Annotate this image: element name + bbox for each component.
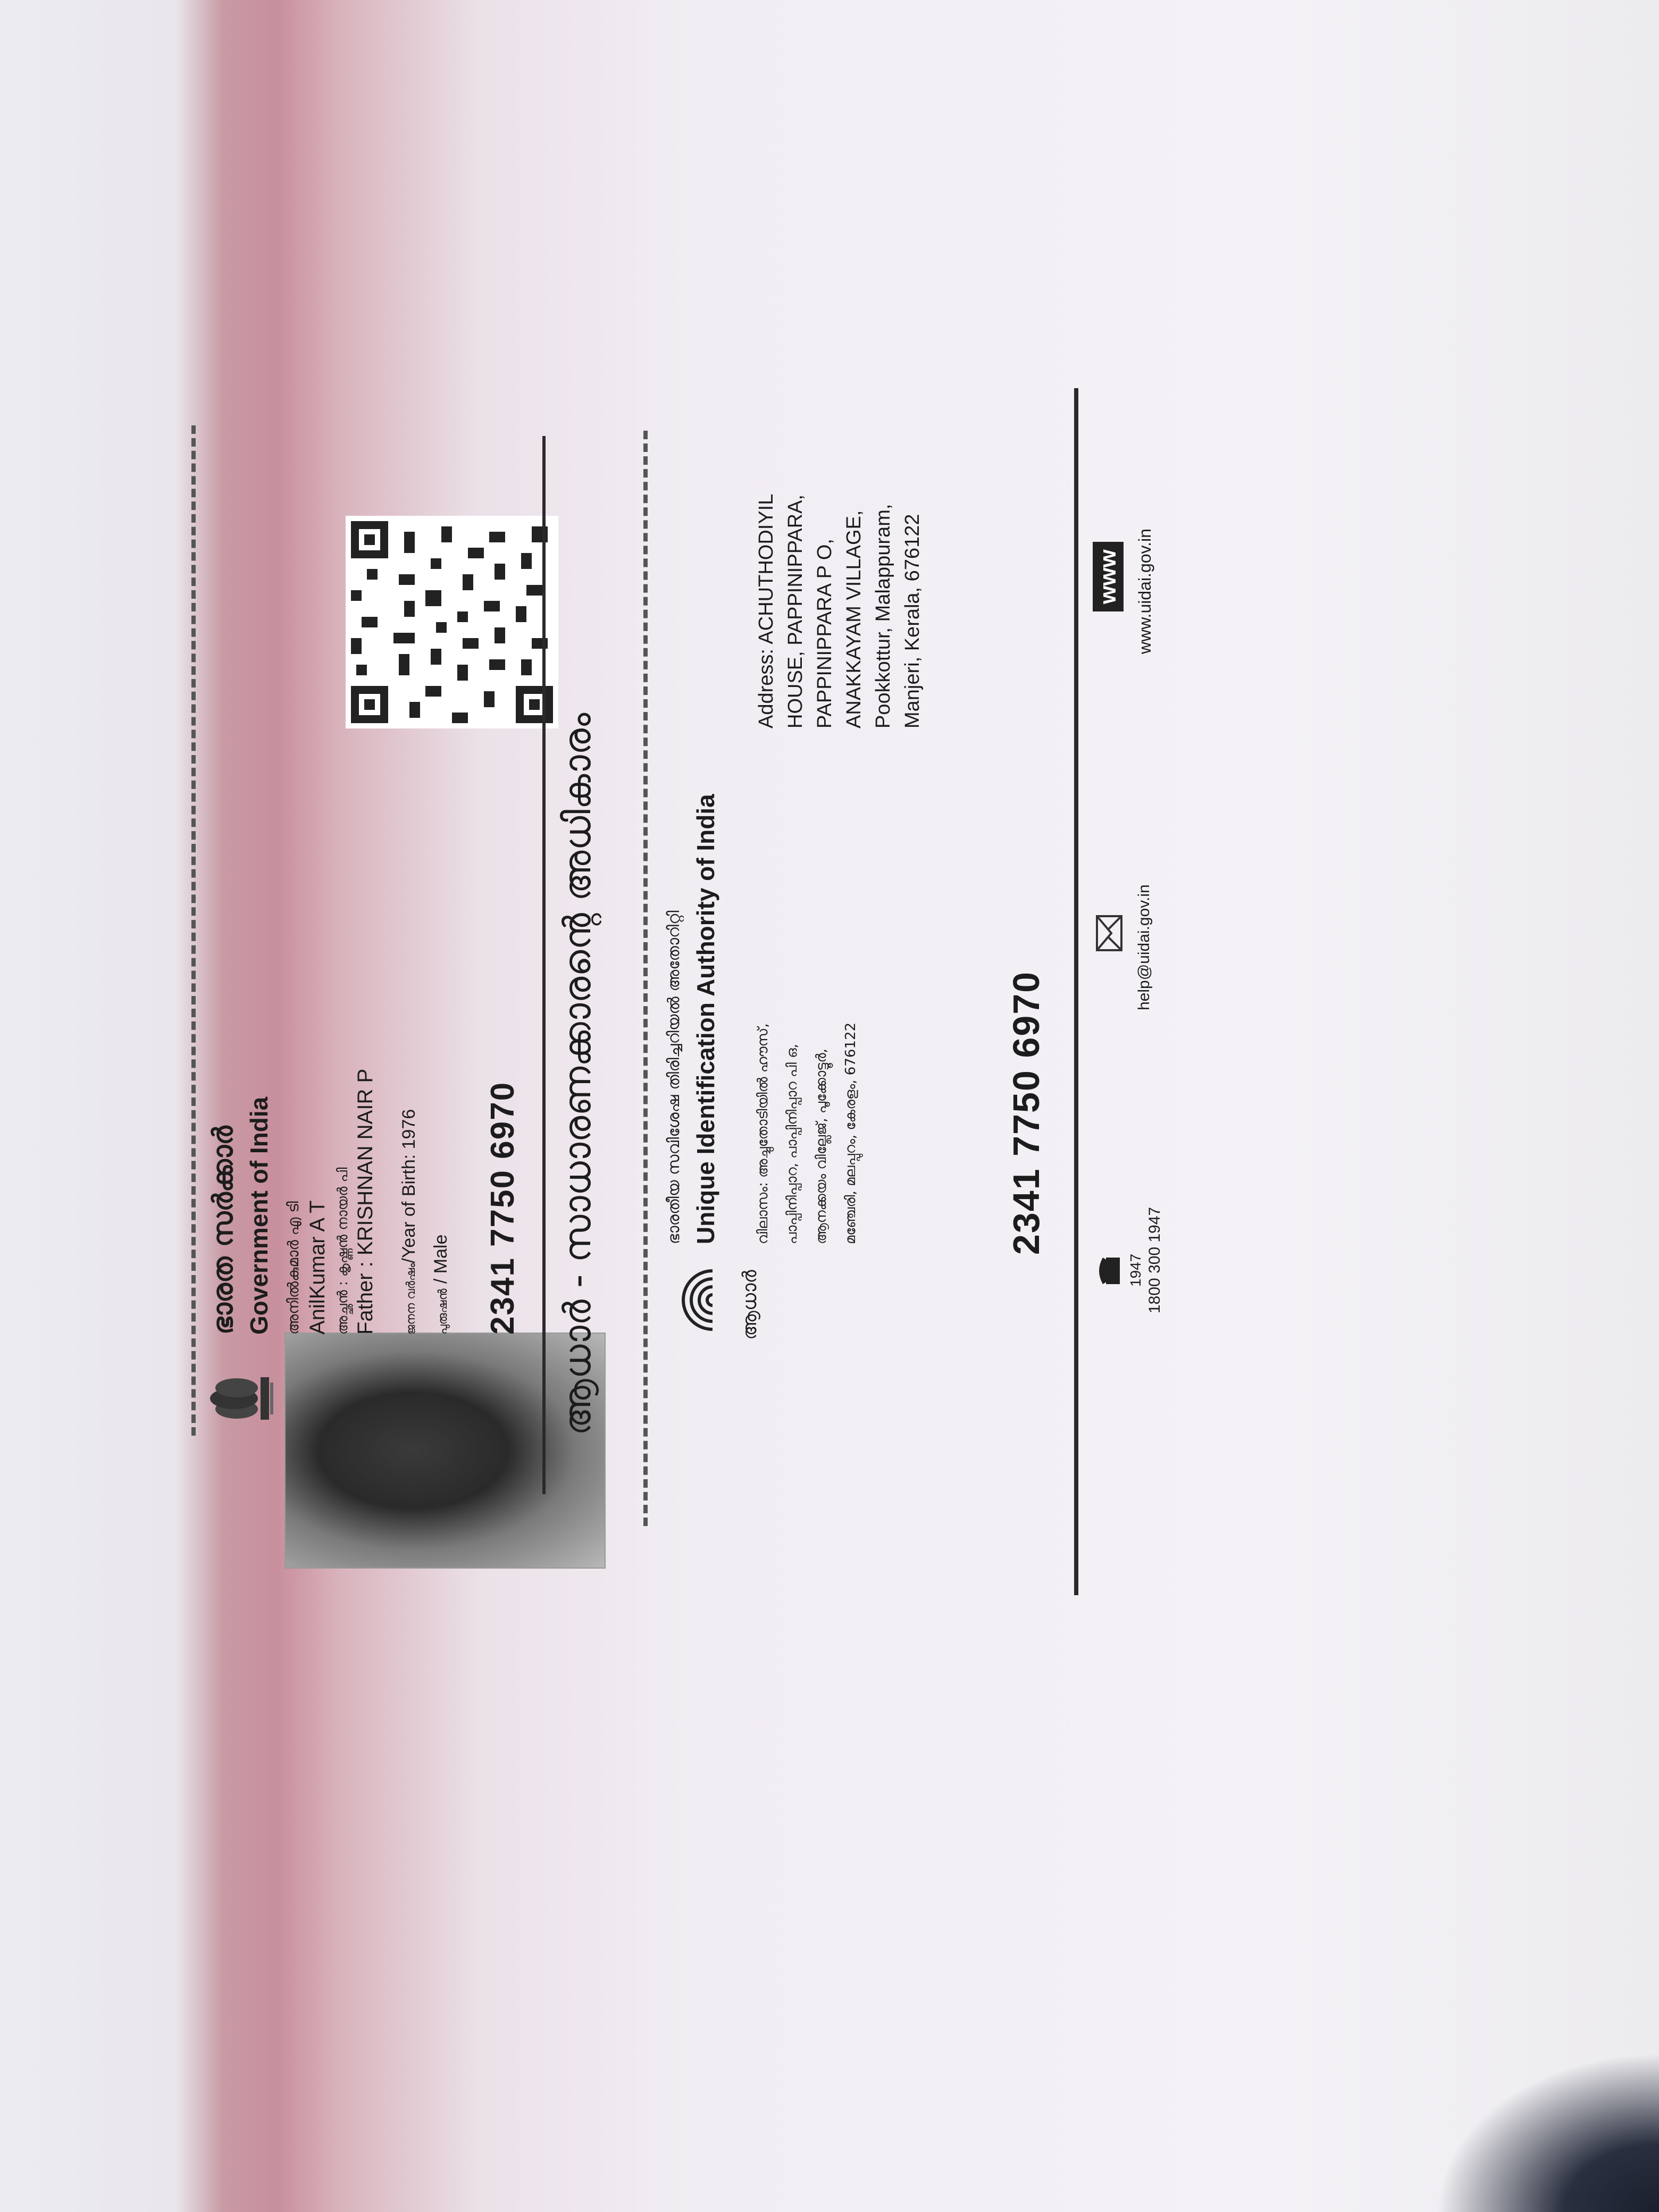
aadhaar-logo-icon [659, 1260, 739, 1340]
dark-corner-shadow [1436, 2052, 1659, 2212]
address-mal-line-3: ആനക്കയം വില്ലേജ്, പൂക്കോട്ടൂർ, [814, 1049, 830, 1244]
aadhaar-number-back: 2341 7750 6970 [1006, 970, 1047, 1255]
address-line-1 [755, 494, 778, 728]
authority-malayalam: ഭാരതീയ സവിശേഷ തിരിച്ചറിയൽ അതോറിറ്റി [665, 910, 683, 1244]
front-divider [542, 436, 546, 1494]
gender-row: പുരുഷൻ / Male [431, 1234, 451, 1335]
cut-line-top [191, 425, 196, 1436]
father-name: KRISHNAN NAIR P [354, 1068, 377, 1256]
gov-title-malayalam: ഭാരത സർക്കാർ [207, 1126, 239, 1335]
father-label: Father [354, 1273, 377, 1335]
address-label: Address: [755, 649, 777, 728]
yob-row: ജനന വർഷം/Year of Birth: 1976 [399, 1109, 419, 1335]
name-malayalam: അനിൽകുമാർ എ ടി [284, 1201, 302, 1335]
ashoka-emblem-icon [207, 1367, 276, 1430]
father-row: Father : KRISHNAN NAIR P [354, 1068, 377, 1335]
yob-malayalam: ജനന വർഷം [405, 1263, 418, 1335]
aadhaar-logo-text: ആധാർ [739, 1270, 761, 1340]
address-line-3: PAPPINIPPARA P O, [814, 539, 836, 728]
www-badge: www [1093, 542, 1124, 611]
gender-malayalam: പുരുഷൻ [437, 1288, 450, 1335]
website: www.uidai.gov.in [1135, 529, 1154, 654]
authority-english: Unique Identification Authority of India [692, 794, 719, 1244]
address-mal-line-2: പാപ്പിനിപ്പാറ, പാപ്പിനിപ്പാറ പി ഒ, [784, 1044, 800, 1244]
father-malayalam: അച്ഛൻ : കൃഷ്ണൻ നായർ പി [335, 1167, 351, 1335]
back-divider [1074, 388, 1078, 1595]
yob-label: Year of Birth [399, 1159, 419, 1259]
aadhaar-letter [175, 319, 1452, 1914]
gender-english: Male [431, 1234, 451, 1274]
address-line-5: Pookkottur, Malappuram, [872, 504, 894, 728]
tagline-malayalam: ആധാർ - സാധാരണക്കാരന്റെ അധികാരം [556, 713, 599, 1436]
helpline-full: 1800 300 1947 [1146, 1206, 1163, 1313]
address-line-2: HOUSE, PAPPINIPPARA, [784, 495, 807, 728]
name-english: AnilKumar A T [306, 1200, 329, 1335]
cut-line-middle [643, 431, 648, 1526]
email-icon [1095, 915, 1123, 952]
address-line-4: ANAKKAYAM VILLAGE, [843, 510, 865, 728]
address-mal-line-4: മഞ്ചേരി, മലപ്പുറം, കേരളം, 676122 [843, 1022, 859, 1244]
gov-title-english: Government of India [245, 1096, 273, 1335]
phone-icon [1095, 1255, 1122, 1287]
helpline-email: help@uidai.gov.in [1135, 884, 1153, 1010]
yob-value: 1976 [399, 1109, 419, 1150]
helpline-short: 1947 [1127, 1253, 1144, 1287]
address-line-6: Manjeri, Kerala, 676122 [901, 514, 924, 728]
address-mal-line-1: വിലാസം: അച്ചുതോടിയിൽ ഹൗസ്, [755, 1023, 771, 1244]
qr-code [346, 516, 558, 728]
address-line-1-text: ACHUTHODIYIL [755, 493, 777, 644]
aadhaar-number-front: 2341 7750 6970 [484, 1081, 521, 1335]
